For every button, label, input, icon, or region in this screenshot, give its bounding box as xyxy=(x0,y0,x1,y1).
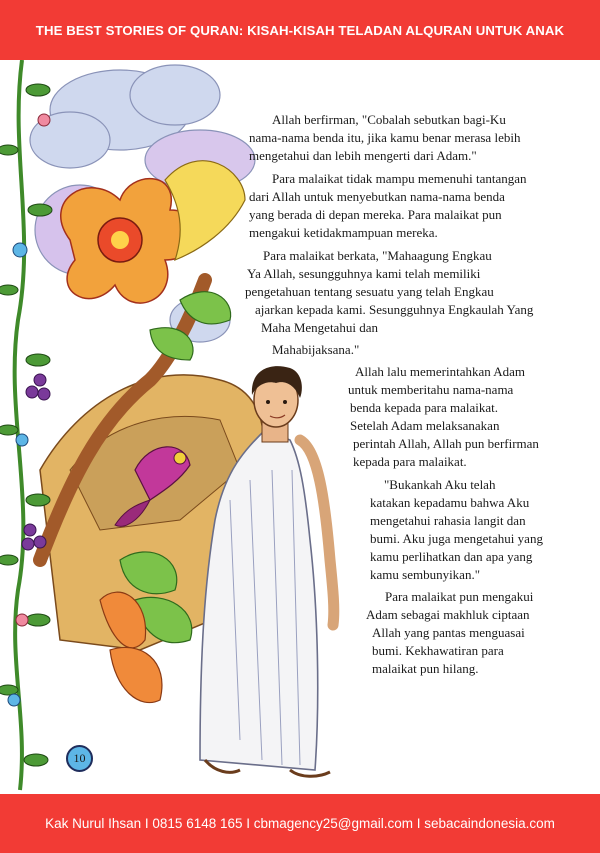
story-line: kamu perlihatkan dan apa yang xyxy=(370,549,533,564)
story-line: Allah berfirman, "Cobalah sebutkan bagi-Ku xyxy=(272,112,506,127)
header-banner xyxy=(0,0,600,60)
contact-info: Kak Nurul Ihsan I 0815 6148 165 I cbmagency25@gmail.com I sebacaindonesia.com xyxy=(45,816,555,831)
story-line: kamu sembunyikan." xyxy=(370,567,481,582)
page-number: 10 xyxy=(73,751,86,765)
story-line: kepada para malaikat. xyxy=(353,454,467,469)
vine-border xyxy=(0,60,52,790)
story-line: mengetahui dan lebih mengerti dari Adam." xyxy=(249,148,477,163)
story-line: Mahabijaksana." xyxy=(272,342,360,357)
story-line: untuk memberitahu nama-nama xyxy=(348,382,514,397)
story-line: mengakui ketidakmampuan mereka. xyxy=(249,225,438,240)
story-line: Setelah Adam melaksanakan xyxy=(350,418,500,433)
story-line: Para malaikat pun mengakui xyxy=(385,589,534,604)
story-line: Para malaikat berkata, "Mahaagung Engkau xyxy=(263,248,492,263)
story-line: bumi. Kekhawatiran para xyxy=(372,643,504,658)
story-line: Ya Allah, sesungguhnya kami telah memiliki xyxy=(247,266,481,281)
story-line: yang berada di depan mereka. Para malaikat pun xyxy=(249,207,502,222)
story-line: perintah Allah, Allah pun berfirman xyxy=(353,436,539,451)
story-line: Maha Mengetahui dan xyxy=(261,320,378,335)
story-line: pengetahuan tentang sesuatu yang telah Engkau xyxy=(245,284,494,299)
story-line: malaikat pun hilang. xyxy=(372,661,479,676)
page-number-badge xyxy=(66,745,93,772)
story-line: Allah yang pantas menguasai xyxy=(372,625,525,640)
story-line: benda kepada para malaikat. xyxy=(350,400,498,415)
story-line: katakan kepadamu bahwa Aku xyxy=(370,495,530,510)
footer-banner xyxy=(0,794,600,853)
story-line: Allah lalu memerintahkan Adam xyxy=(355,364,526,379)
story-line: ajarkan kepada kami. Sesungguhnya Engkaulah Yang xyxy=(255,302,534,317)
story-line: Adam sebagai makhluk ciptaan xyxy=(366,607,530,622)
story-line: nama-nama benda itu, jika kamu benar merasa lebih xyxy=(249,130,521,145)
story-line: "Bukankah Aku telah xyxy=(384,477,496,492)
story-line: Para malaikat tidak mampu memenuhi tantangan xyxy=(272,171,527,186)
story-line: mengetahui rahasia langit dan xyxy=(370,513,526,528)
book-title: THE BEST STORIES OF QURAN: KISAH-KISAH TELADAN ALQURAN UNTUK ANAK xyxy=(35,22,565,38)
story-line: dari Allah untuk menyebutkan nama-nama benda xyxy=(249,189,505,204)
story-line: bumi. Aku juga mengetahui yang xyxy=(370,531,543,546)
